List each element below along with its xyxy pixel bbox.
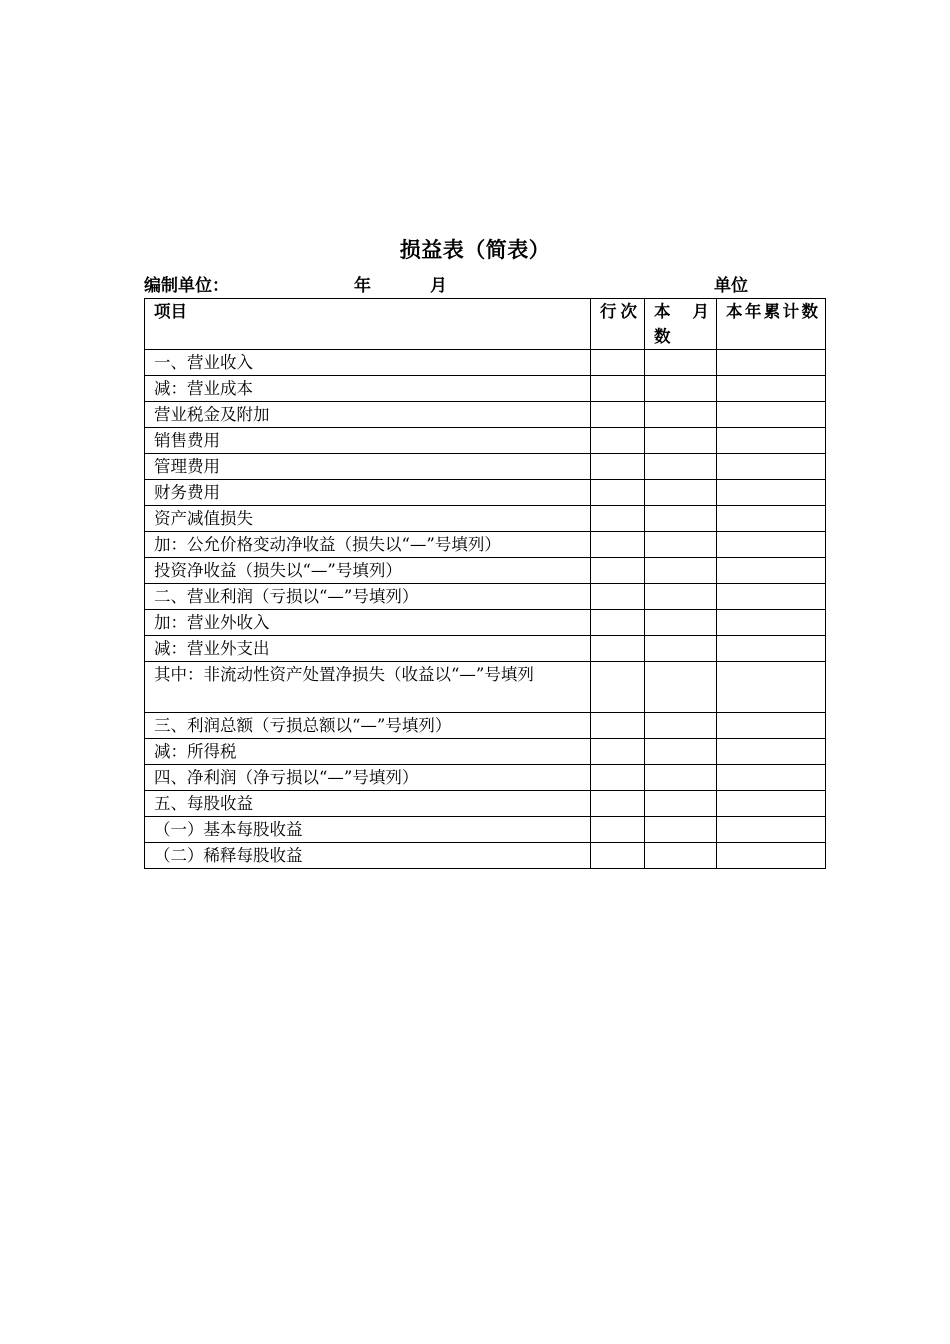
cell-ytd[interactable] xyxy=(717,558,826,584)
cell-this-month[interactable] xyxy=(645,662,717,713)
row-item: 管理费用 xyxy=(145,454,591,480)
cell-line-no[interactable] xyxy=(591,584,645,610)
cell-this-month[interactable] xyxy=(645,739,717,765)
table-row xyxy=(145,506,826,532)
cell-line-no[interactable] xyxy=(591,480,645,506)
table-header-row xyxy=(145,299,826,350)
table-row xyxy=(145,454,826,480)
row-item: （二）稀释每股收益 xyxy=(145,843,591,869)
cell-this-month[interactable] xyxy=(645,843,717,869)
cell-ytd[interactable] xyxy=(717,480,826,506)
row-item: 二、营业利润（亏损以“—”号填列） xyxy=(145,584,591,610)
cell-line-no[interactable] xyxy=(591,402,645,428)
table-row xyxy=(145,376,826,402)
table-row xyxy=(145,791,826,817)
cell-ytd[interactable] xyxy=(717,610,826,636)
table-row xyxy=(145,532,826,558)
cell-line-no[interactable] xyxy=(591,817,645,843)
cell-line-no[interactable] xyxy=(591,843,645,869)
table-row xyxy=(145,843,826,869)
table-row xyxy=(145,350,826,376)
cell-this-month[interactable] xyxy=(645,610,717,636)
cell-this-month[interactable] xyxy=(645,480,717,506)
row-item: 销售费用 xyxy=(145,428,591,454)
income-statement-table xyxy=(144,298,826,869)
cell-this-month[interactable] xyxy=(645,584,717,610)
cell-line-no[interactable] xyxy=(591,636,645,662)
table-row xyxy=(145,636,826,662)
cell-ytd[interactable] xyxy=(717,532,826,558)
cell-this-month[interactable] xyxy=(645,558,717,584)
cell-line-no[interactable] xyxy=(591,610,645,636)
cell-ytd[interactable] xyxy=(717,506,826,532)
cell-ytd[interactable] xyxy=(717,636,826,662)
table-row xyxy=(145,765,826,791)
row-item: 加：公允价格变动净收益（损失以“—”号填列） xyxy=(145,532,591,558)
cell-ytd[interactable] xyxy=(717,454,826,480)
table-row xyxy=(145,610,826,636)
row-item: 减：所得税 xyxy=(145,739,591,765)
cell-this-month[interactable] xyxy=(645,765,717,791)
cell-this-month[interactable] xyxy=(645,532,717,558)
row-item: 加：营业外收入 xyxy=(145,610,591,636)
cell-ytd[interactable] xyxy=(717,739,826,765)
cell-ytd[interactable] xyxy=(717,843,826,869)
cell-this-month[interactable] xyxy=(645,454,717,480)
table-row xyxy=(145,739,826,765)
header-item: 项目 xyxy=(145,299,591,350)
row-item: 财务费用 xyxy=(145,480,591,506)
month-label: 月 xyxy=(430,276,447,296)
preparer-unit-label: 编制单位： xyxy=(144,276,229,296)
cell-this-month[interactable] xyxy=(645,376,717,402)
table-row xyxy=(145,558,826,584)
row-item: 营业税金及附加 xyxy=(145,402,591,428)
row-item: 四、净利润（净亏损以“—”号填列） xyxy=(145,765,591,791)
cell-ytd[interactable] xyxy=(717,765,826,791)
cell-line-no[interactable] xyxy=(591,662,645,713)
table-row xyxy=(145,713,826,739)
cell-ytd[interactable] xyxy=(717,817,826,843)
cell-line-no[interactable] xyxy=(591,713,645,739)
row-item: 资产减值损失 xyxy=(145,506,591,532)
cell-line-no[interactable] xyxy=(591,558,645,584)
row-item: 三、利润总额（亏损总额以“—”号填列） xyxy=(145,713,591,739)
cell-ytd[interactable] xyxy=(717,350,826,376)
cell-line-no[interactable] xyxy=(591,350,645,376)
table-row xyxy=(145,584,826,610)
year-label: 年 xyxy=(354,276,371,296)
cell-ytd[interactable] xyxy=(717,376,826,402)
row-item: 投资净收益（损失以“—”号填列） xyxy=(145,558,591,584)
cell-line-no[interactable] xyxy=(591,454,645,480)
cell-line-no[interactable] xyxy=(591,376,645,402)
cell-this-month[interactable] xyxy=(645,636,717,662)
cell-line-no[interactable] xyxy=(591,532,645,558)
cell-this-month[interactable] xyxy=(645,350,717,376)
cell-ytd[interactable] xyxy=(717,662,826,713)
header-line-no: 行次 xyxy=(591,299,645,350)
table-row xyxy=(145,662,826,713)
form-meta xyxy=(144,274,824,298)
header-this-month: 本 月数 xyxy=(645,299,717,350)
row-item: 减：营业成本 xyxy=(145,376,591,402)
cell-ytd[interactable] xyxy=(717,584,826,610)
row-item: 一、营业收入 xyxy=(145,350,591,376)
unit-label: 单位 xyxy=(714,276,748,296)
cell-line-no[interactable] xyxy=(591,428,645,454)
cell-this-month[interactable] xyxy=(645,402,717,428)
row-item: （一）基本每股收益 xyxy=(145,817,591,843)
cell-this-month[interactable] xyxy=(645,791,717,817)
cell-this-month[interactable] xyxy=(645,817,717,843)
cell-ytd[interactable] xyxy=(717,791,826,817)
header-ytd: 本年累计数 xyxy=(717,299,826,350)
cell-this-month[interactable] xyxy=(645,428,717,454)
row-item: 减：营业外支出 xyxy=(145,636,591,662)
cell-line-no[interactable] xyxy=(591,765,645,791)
table-row xyxy=(145,428,826,454)
cell-line-no[interactable] xyxy=(591,791,645,817)
row-item: 其中：非流动性资产处置净损失（收益以“—”号填列 xyxy=(145,662,591,713)
table-row xyxy=(145,480,826,506)
page-title: 损益表（简表） xyxy=(399,238,551,262)
cell-this-month[interactable] xyxy=(645,713,717,739)
cell-this-month[interactable] xyxy=(645,506,717,532)
table-row xyxy=(145,402,826,428)
cell-ytd[interactable] xyxy=(717,428,826,454)
cell-line-no[interactable] xyxy=(591,506,645,532)
cell-line-no[interactable] xyxy=(591,739,645,765)
cell-ytd[interactable] xyxy=(717,713,826,739)
row-item: 五、每股收益 xyxy=(145,791,591,817)
cell-ytd[interactable] xyxy=(717,402,826,428)
table-row xyxy=(145,817,826,843)
